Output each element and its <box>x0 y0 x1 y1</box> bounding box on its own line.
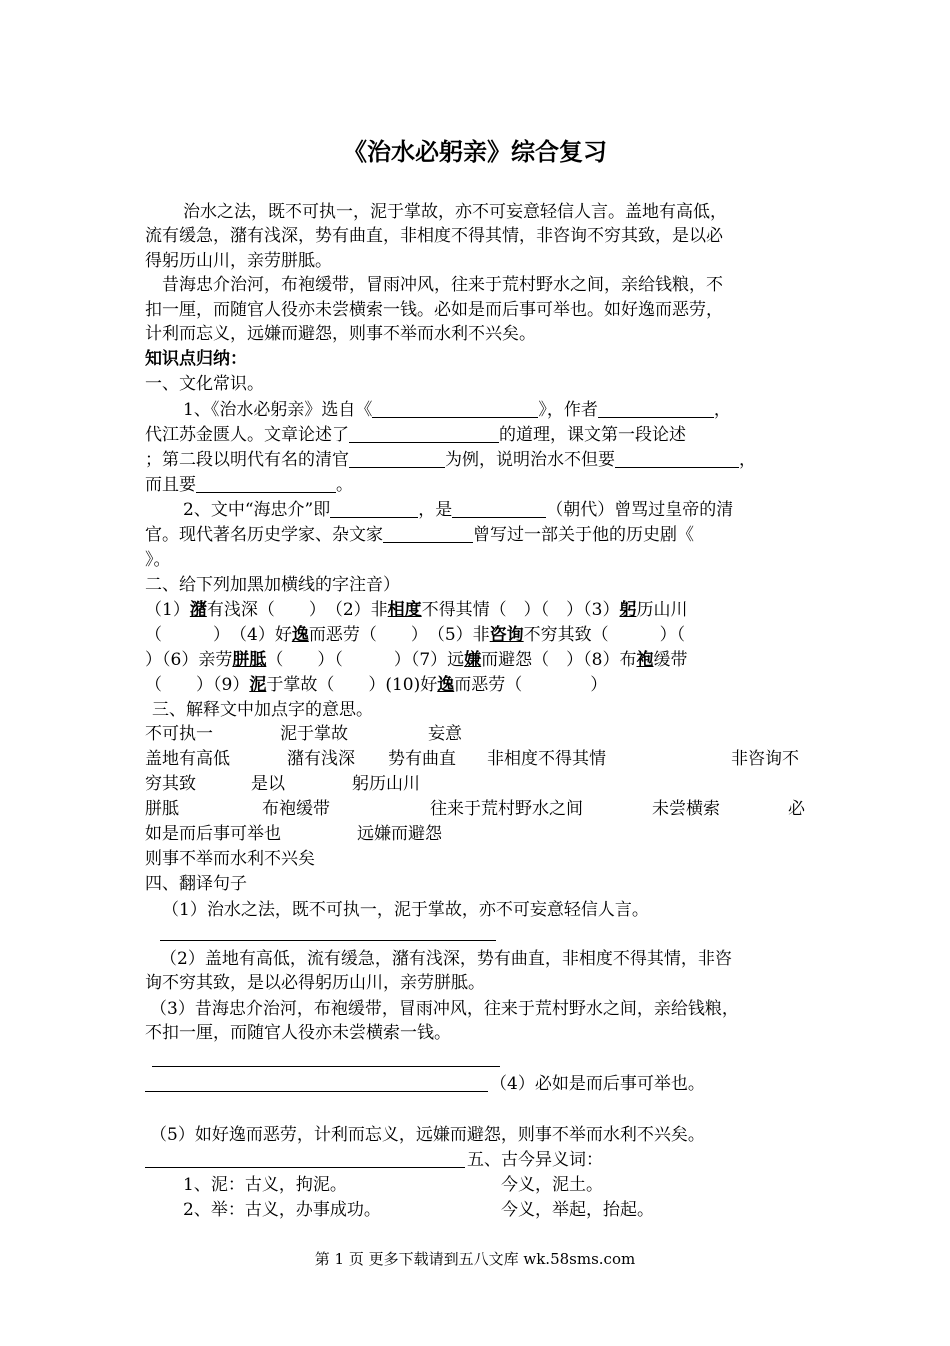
answer-line[interactable] <box>152 1066 500 1067</box>
translate-sentence-2-line1: （2）盖地有高低，流有缓急，潴有浅深，势有曲直，非相度不得其情，非咨 <box>160 949 732 969</box>
question-1-line3: ；第二段以明代有名的清官 为例，说明治水不但要 ， <box>145 450 756 470</box>
section-ancient-heading: 五、古今异义词： <box>467 1150 603 1170</box>
explain-item: 是以 <box>251 774 285 794</box>
pinyin-line1: （1）潴有浅深（ ） （2）非相度不得其情（ ）（ ）（3）躬历山川 <box>145 600 688 620</box>
explain-item: 非相度不得其情 <box>487 749 606 769</box>
explain-item: 潴有浅深 <box>287 749 355 769</box>
explain-item: 如是而后事可举也 <box>145 824 281 844</box>
explain-item: 躬历山川 <box>352 774 420 794</box>
ancient-item-1-new: 今义，泥土。 <box>501 1175 603 1195</box>
pinyin-line2: （ ） （4）好逸而恶劳（ ） （5）非咨询不穷其致（ ）（ <box>145 625 686 645</box>
passage-p2-line2: 扣一厘，而随官人役亦未尝横索一钱。必如是而后事可举也。如好逸而恶劳， <box>145 300 723 320</box>
explain-item: 必 <box>788 799 805 819</box>
question-1-line2: 代江苏金匮人。文章论述了 的道理，课文第一段论述 <box>145 425 686 445</box>
ancient-item-2-old: 2、举：古义，办事成功。 <box>183 1200 381 1220</box>
explain-item: 穷其致 <box>145 774 196 794</box>
translate-sentence-1: （1）治水之法，既不可执一，泥于掌故，亦不可妄意轻信人言。 <box>162 900 649 920</box>
answer-line[interactable] <box>160 940 496 941</box>
translate-sentence-3-line1: （3）昔海忠介治河，布袍缓带，冒雨冲风，往来于荒村野水之间，亲给钱粮， <box>150 999 739 1019</box>
knowledge-heading: 知识点归纳： <box>145 349 247 369</box>
answer-blank[interactable] <box>349 424 499 443</box>
explain-item: 势有曲直 <box>388 749 456 769</box>
question-2-line2: 官。现代著名历史学家、杂文家 曾写过一部关于他的历史剧《 <box>145 525 694 545</box>
ancient-item-1-old: 1、泥：古义，拘泥。 <box>183 1175 347 1195</box>
document-title: 《治水必躬亲》综合复习 <box>343 138 607 166</box>
answer-blank[interactable] <box>372 399 538 418</box>
passage-p2-line1: 昔海忠介治河，布袍缓带，冒雨冲风，往来于荒村野水之间，亲给钱粮，不 <box>162 275 723 295</box>
passage-p2-line3: 计利而忘义，远嫌而避怨，则事不举而水利不兴矣。 <box>145 324 536 344</box>
translate-sentence-5: （5）如好逸而恶劳，计利而忘义，远嫌而避怨，则事不举而水利不兴矣。 <box>150 1125 705 1145</box>
answer-blank[interactable] <box>452 499 546 518</box>
page-footer: 第 1 页 更多下载请到五八文库 wk.58sms.com <box>314 1250 636 1268</box>
section-translate-heading: 四、翻译句子 <box>145 874 247 894</box>
answer-blank[interactable] <box>349 449 445 468</box>
explain-item: 胼胝 <box>145 799 179 819</box>
section-culture-heading: 一、文化常识。 <box>145 374 264 394</box>
translate-sentence-2-line2: 询不穷其致，是以必得躬历山川，亲劳胼胝。 <box>145 973 485 993</box>
explain-item: 泥于掌故 <box>280 724 348 744</box>
section-pinyin-heading: 二、给下列加黑加横线的字注音） <box>145 575 400 595</box>
pinyin-line4: （ ）（9）泥于掌故（ ）(10)好逸而恶劳（ ） <box>145 675 608 695</box>
answer-blank[interactable] <box>196 474 336 493</box>
explain-item: 妄意 <box>428 724 462 744</box>
translate-sentence-4: （4）必如是而后事可举也。 <box>490 1074 705 1094</box>
answer-line[interactable] <box>145 1091 488 1092</box>
pinyin-line3: ）（6）亲劳胼胝（ ）（ ）（7）远嫌而避怨（ ）（8）布袍缓带 <box>145 650 688 670</box>
passage-p1-line1: 治水之法，既不可执一，泥于掌故，亦不可妄意轻信人言。盖地有高低， <box>183 202 727 222</box>
question-1-line1: 1、《治水必躬亲》选自《 》，作者 ， <box>183 400 731 420</box>
explain-item: 盖地有高低 <box>145 749 230 769</box>
explain-item: 非咨询不 <box>731 749 799 769</box>
answer-blank[interactable] <box>598 399 714 418</box>
answer-blank[interactable] <box>615 449 739 468</box>
explain-item: 不可执一 <box>145 724 213 744</box>
explain-item: 往来于荒村野水之间 <box>430 799 583 819</box>
ancient-item-2-new: 今义，举起，抬起。 <box>501 1200 654 1220</box>
passage-p1-line2: 流有缓急，潴有浅深，势有曲直，非相度不得其情，非咨询不穷其致，是以必 <box>145 226 723 246</box>
translate-sentence-3-line2: 不扣一厘，而随官人役亦未尝横索一钱。 <box>145 1023 451 1043</box>
answer-blank[interactable] <box>383 524 473 543</box>
explain-item: 布袍缓带 <box>262 799 330 819</box>
answer-line[interactable] <box>145 1167 465 1168</box>
question-2-line1: 2、文中“海忠介”即 ，是 （朝代）曾骂过皇帝的清 <box>183 500 734 520</box>
question-1-line4: 而且要 。 <box>145 475 353 495</box>
question-2-line3: 》。 <box>145 550 171 570</box>
passage-p1-line3: 得躬历山川，亲劳胼胝。 <box>145 251 332 271</box>
explain-item: 未尝横索 <box>652 799 720 819</box>
explain-item: 远嫌而避怨 <box>357 824 442 844</box>
answer-blank[interactable] <box>330 499 418 518</box>
explain-item: 则事不举而水利不兴矣 <box>145 849 315 869</box>
section-explain-heading: 三、解释文中加点字的意思。 <box>152 700 373 720</box>
